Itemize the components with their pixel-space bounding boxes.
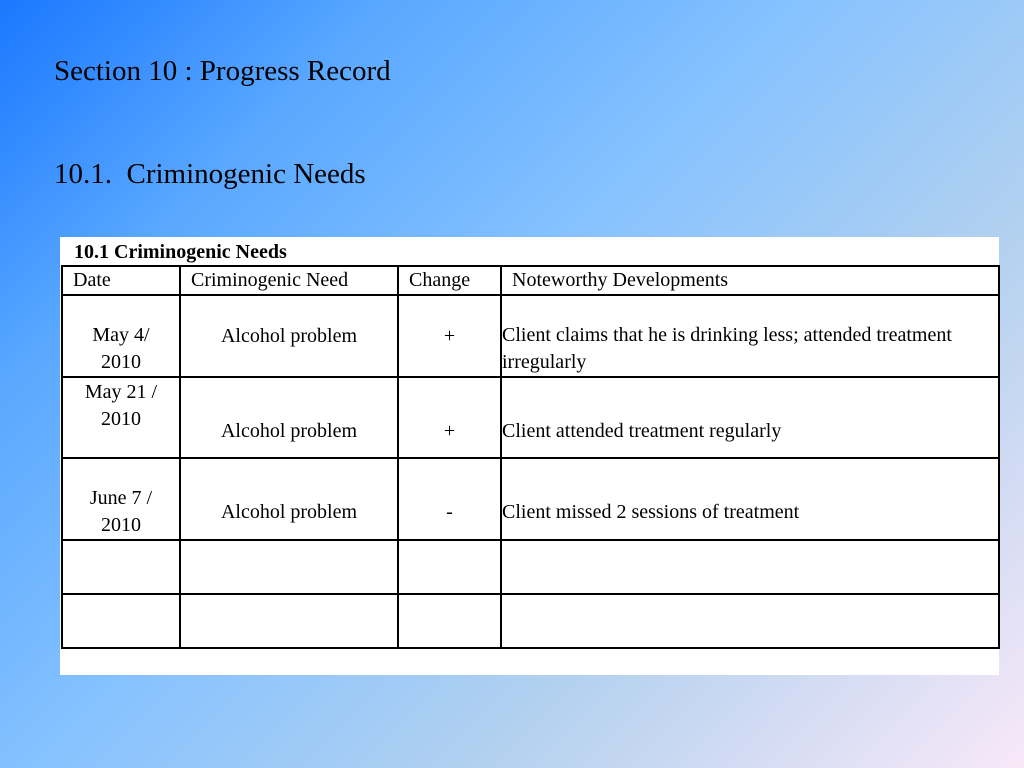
date-cell bbox=[62, 458, 180, 540]
change-cell: + bbox=[398, 295, 501, 377]
table-row bbox=[62, 295, 999, 377]
header-change: Change bbox=[398, 266, 501, 295]
date-line-1: June 7 / bbox=[89, 487, 153, 509]
empty-cell bbox=[62, 594, 180, 648]
slide-subtitle: 10.1. Criminogenic Needs bbox=[54, 158, 366, 190]
document-panel bbox=[60, 237, 999, 675]
date-cell bbox=[62, 377, 180, 458]
need-cell: Alcohol problem bbox=[180, 377, 398, 458]
development-cell: Client missed 2 sessions of treatment bbox=[501, 458, 999, 540]
empty-cell bbox=[62, 540, 180, 594]
criminogenic-needs-table bbox=[61, 265, 1000, 649]
table-caption: 10.1 Criminogenic Needs bbox=[74, 241, 287, 263]
date-line-1: May 4/ bbox=[92, 324, 150, 346]
table-row bbox=[62, 458, 999, 540]
header-noteworthy-developments: Noteworthy Developments bbox=[501, 266, 999, 295]
empty-cell bbox=[501, 540, 999, 594]
empty-table-row bbox=[62, 540, 999, 594]
empty-cell bbox=[398, 594, 501, 648]
empty-table-row bbox=[62, 594, 999, 648]
empty-cell bbox=[180, 540, 398, 594]
table-row bbox=[62, 377, 999, 458]
development-cell: Client attended treatment regularly bbox=[501, 377, 999, 458]
header-criminogenic-need: Criminogenic Need bbox=[180, 266, 398, 295]
change-cell: + bbox=[398, 377, 501, 458]
date-cell bbox=[62, 295, 180, 377]
slide-title: Section 10 : Progress Record bbox=[54, 55, 391, 87]
need-cell: Alcohol problem bbox=[180, 295, 398, 377]
empty-cell bbox=[180, 594, 398, 648]
need-cell: Alcohol problem bbox=[180, 458, 398, 540]
development-cell: Client claims that he is drinking less; attended treatment irregularly bbox=[501, 295, 999, 377]
table-header-row bbox=[62, 266, 999, 295]
change-cell: - bbox=[398, 458, 501, 540]
empty-cell bbox=[501, 594, 999, 648]
date-line-2: 2010 bbox=[101, 408, 141, 430]
date-line-2: 2010 bbox=[101, 351, 141, 373]
empty-cell bbox=[398, 540, 501, 594]
date-line-1: May 21 / bbox=[84, 381, 158, 403]
date-line-2: 2010 bbox=[101, 514, 141, 536]
header-date: Date bbox=[62, 266, 180, 295]
